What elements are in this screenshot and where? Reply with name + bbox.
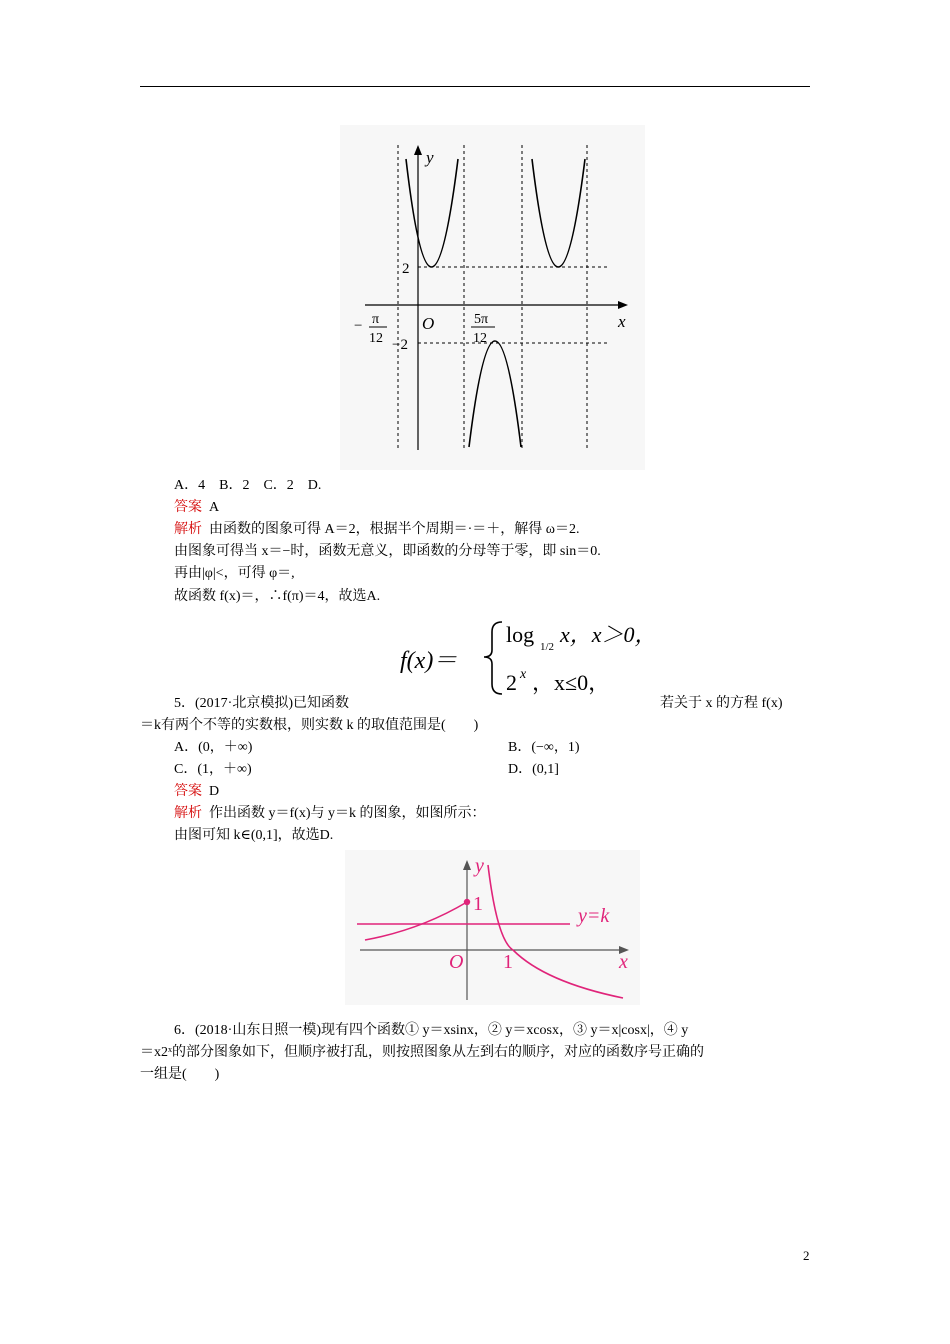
piecewise-function (400, 614, 670, 700)
q4-analysis (174, 520, 580, 540)
q6-line1: 6．(2018·山东日照一模)现有四个函数① y＝xsinx，② y＝xcosx，③ y＝x|cosx|，④ y (174, 1023, 689, 1038)
case1-log: log (506, 622, 535, 647)
fraction-5pi: 5π (474, 312, 489, 327)
header-rule (140, 86, 810, 87)
q4-options: A．4 B．2 C．2 D. (174, 478, 322, 493)
analysis-text: 由函数的图象可得 A＝2，根据半个周期＝·＝＋，解得 ω＝2. (209, 522, 580, 537)
y-tick-neg2: −2 (392, 337, 408, 353)
left-brace (484, 622, 502, 694)
q5-option-c: C．(1，＋∞) (174, 762, 252, 777)
q4-line4: 故函数 f(x)＝，∴f(π)＝4，故选A. (174, 589, 381, 604)
x-axis-label: x (619, 951, 628, 973)
y-axis-label: y (475, 855, 484, 877)
case2-rest: ，x≤0， (532, 670, 611, 695)
x-one-label: 1 (503, 951, 513, 973)
y-one-label: 1 (473, 893, 483, 915)
analysis-label: 解析 (174, 806, 202, 821)
case1-base: 1/2 (540, 641, 555, 653)
y-axis-label: y (426, 148, 434, 167)
q5-option-d: D．(0,1] (508, 762, 559, 777)
case2-exp: x (520, 667, 527, 682)
q4-line2: 由图象可得当 x＝−时，函数无意义，即函数的分母等于零，即 sin＝0. (174, 544, 601, 559)
fraction-twelve-2: 12 (473, 331, 487, 346)
q4-answer (174, 498, 219, 518)
q5-stem-left: 5．(2017·北京模拟)已知函数 (174, 696, 349, 711)
intersection-graph-figure (345, 850, 640, 1005)
neg-fraction-sign: − (354, 318, 363, 334)
fraction-pi: π (372, 312, 380, 327)
q5-answer (174, 782, 219, 802)
q5-stem-right: 若关于 x 的方程 f(x) (660, 696, 783, 711)
origin-label: O (422, 314, 435, 333)
fx-label: f(x)＝ (400, 648, 458, 674)
y-tick-2: 2 (402, 261, 410, 277)
function-graph-figure (340, 125, 645, 470)
origin-label: O (449, 951, 464, 973)
q5-option-a: A．(0，＋∞) (174, 740, 253, 755)
page-number: 2 (803, 1248, 810, 1263)
answer-label: 答案 (174, 784, 202, 799)
q4-line3: 再由|φ|<，可得 φ＝, (174, 566, 295, 581)
x-axis-label: x (618, 312, 626, 331)
case1-rest: x，x＞0， (560, 622, 657, 647)
q5-option-b: B．(−∞，1) (508, 740, 580, 755)
q5-analysis (174, 804, 486, 824)
answer-label: 答案 (174, 500, 202, 515)
q6-line3: 一组是( ) (140, 1067, 220, 1082)
q5-conclusion: 由图可知 k∈(0,1]，故选D. (174, 828, 334, 843)
endpoint-dot (464, 899, 470, 905)
line-label: y=k (578, 905, 610, 927)
case2-base: 2 (506, 670, 517, 695)
fraction-twelve: 12 (369, 331, 383, 346)
analysis-text: 作出函数 y＝f(x)与 y＝k 的图象，如图所示： (209, 806, 486, 821)
q5-stem-line2: ＝k有两个不等的实数根，则实数 k 的取值范围是( ) (140, 718, 479, 733)
analysis-label: 解析 (174, 522, 202, 537)
answer-value: D (209, 784, 220, 799)
q6-line2: ＝x2ˣ的部分图象如下，但顺序被打乱，则按照图象从左到右的顺序，对应的函数序号正确的 (140, 1045, 705, 1060)
answer-value: A (209, 500, 220, 515)
